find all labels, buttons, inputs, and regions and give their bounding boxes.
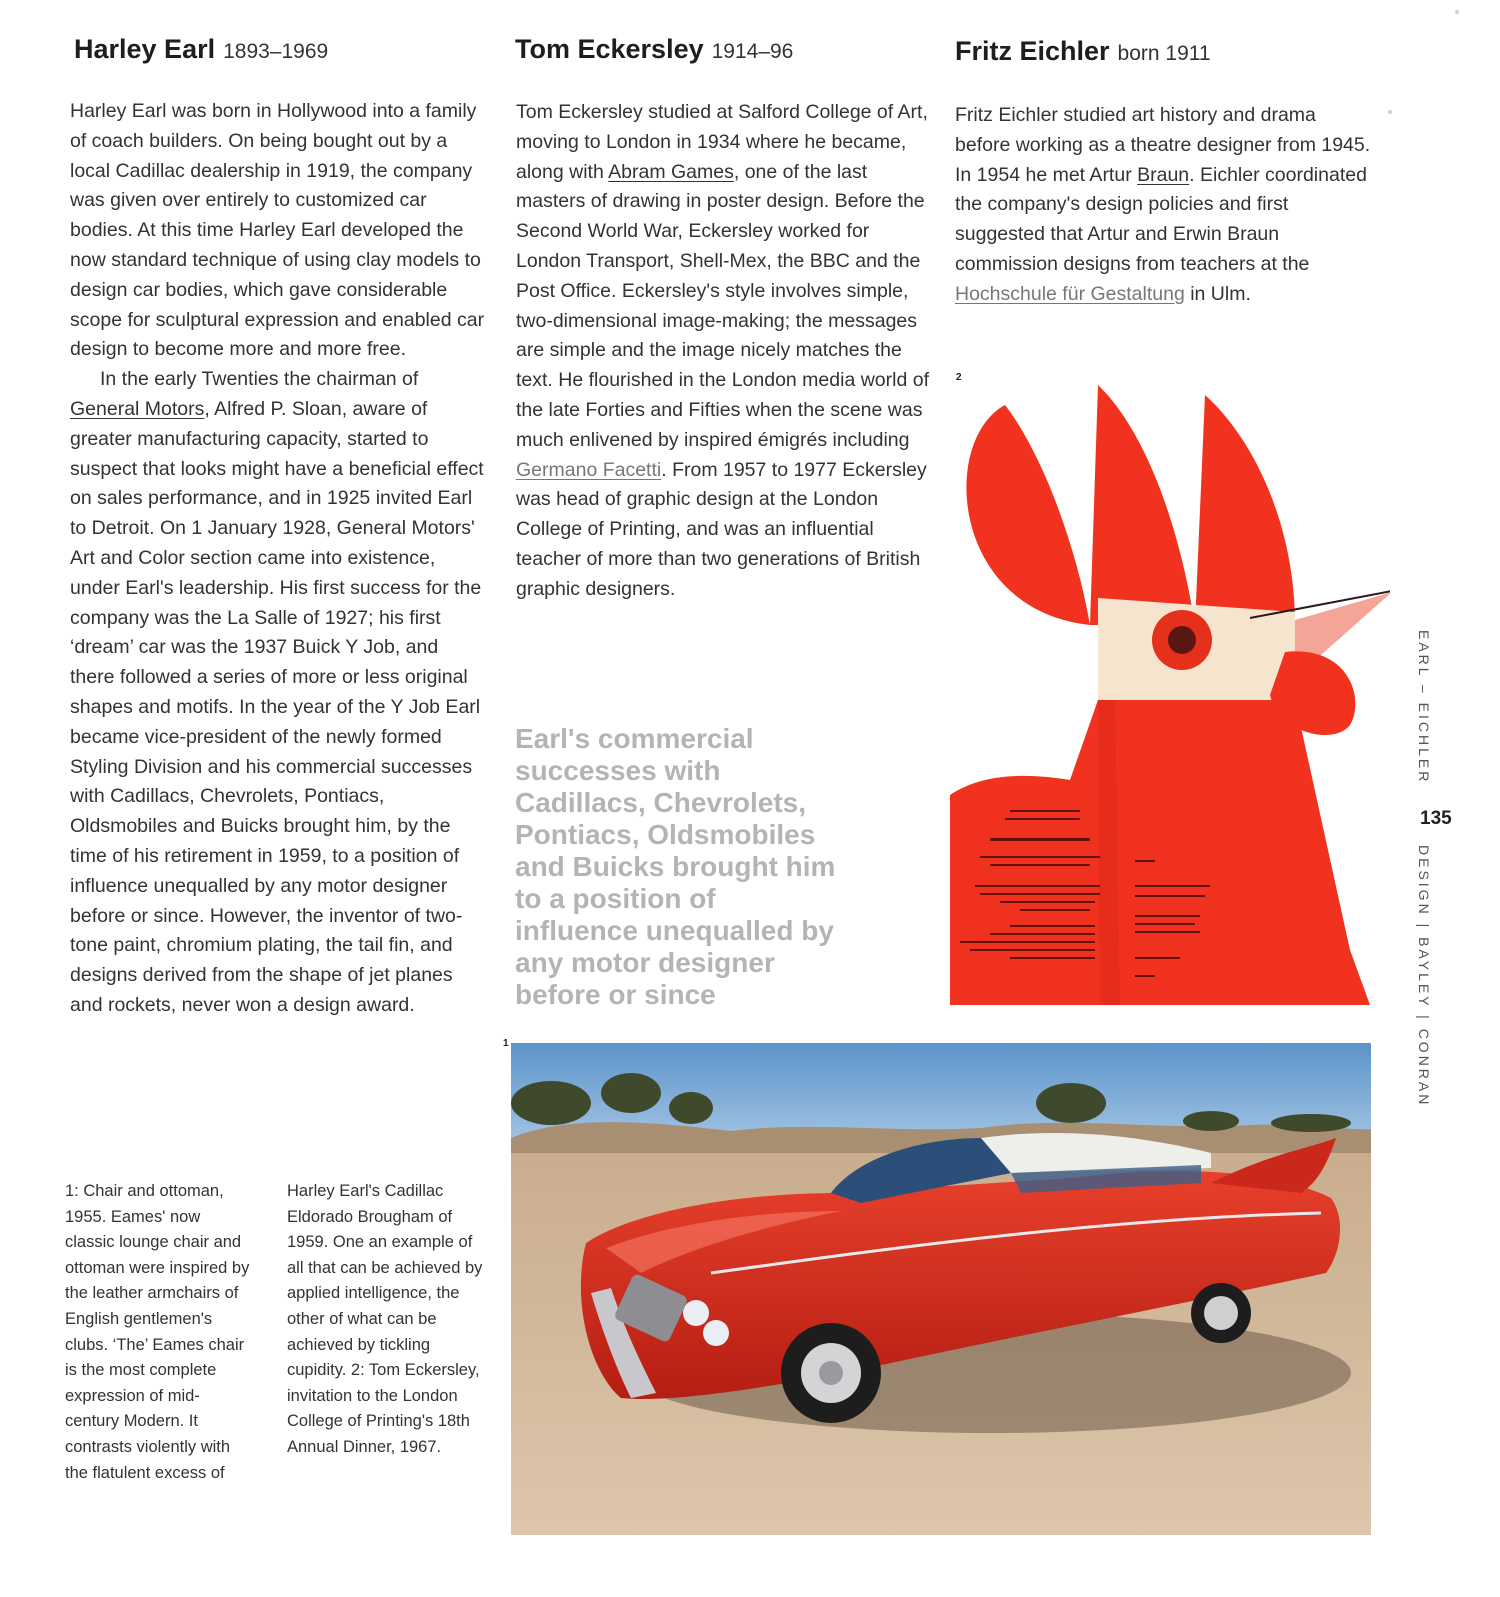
cadillac-eldorado-photo (511, 1043, 1371, 1535)
text-run: Tom Eckersley studied at Salford College of Art, moving to London in 1934 where he became, along with (516, 101, 928, 183)
rooster-eye-pupil (1168, 626, 1196, 654)
entry-dates: 1914–96 (711, 40, 794, 63)
caption-column-1: 1: Chair and ottoman, 1955. Eames' now classic lounge chair and ottoman were inspired by the leather armchairs of English gentlemen's clubs. ‘The’ Eames chair is the most complete expression of mid-century Modern. It contrasts violently with the flatulent excess of (65, 1182, 250, 1482)
earl-body-text (70, 97, 488, 1021)
text-run: . Eichler coordinated the company's design policies and first suggested that Artur and Erwin Braun commission designs from teachers at the (955, 163, 1367, 275)
rooster-poster-illustration (950, 380, 1390, 1020)
car-front-wheel (781, 1323, 881, 1423)
entry-dates: born 1911 (1117, 42, 1211, 65)
entry-name: Fritz Eichler (955, 36, 1110, 66)
entry-name: Harley Earl (74, 34, 216, 64)
rooster-comb-middle (1090, 385, 1195, 625)
earl-paragraph-1: Harley Earl was born in Hollywood into a family of coach builders. On being bought out by a local Cadillac dealership in 1919, the company was given over entirely to customized car bodies. At this time Harley Earl developed the now standard technique of using clay models to design car bodies, which gave considerable scope for sculptural expression and enabled car design to become more and more free. (70, 100, 485, 361)
text-run: In the early Twenties the chairman of (100, 368, 419, 391)
link-germano-facetti[interactable]: Germano Facetti (516, 458, 662, 481)
eichler-paragraph (955, 101, 1375, 310)
figure-number-1: 1 (503, 1038, 509, 1049)
eckersley-paragraph (516, 98, 936, 605)
link-hochschule-fur-gestaltung[interactable]: Hochschule für Gestaltung (955, 282, 1185, 305)
entry-heading-earl (74, 34, 328, 65)
series-title: DESIGN | BAYLEY | CONRAN (1416, 845, 1432, 1108)
text-run: in Ulm. (1184, 282, 1251, 305)
rooster-body (950, 700, 1370, 1005)
entry-name: Tom Eckersley (515, 34, 704, 64)
text-run: . From 1957 to 1977 Eckersley was head of graphic design at the London College of Printing, and was an influential teacher of more than two generations of British graphic designers. (516, 458, 927, 600)
figure-number-2: 2 (956, 372, 962, 383)
text-run: , Alfred P. Sloan, aware of greater manufacturing capacity, started to suspect that looks might have a beneficial effect on sales performance, and in 1925 invited Earl to Detroit. On 1 January 1928, General Motors' Art and Color section came into existence, under Earl's leadership. His first success for the company was the La Salle of 1927; his first ‘dream’ car was the 1937 Buick Y Job, and there followed a series of more or less original shapes and motifs. In the year of the Y Job Earl became vice-president of the newly formed Styling Division and his commercial successes with Cadillacs, Chevrolets, Pontiacs, Oldsmobiles and Buicks brought him, by the time of his retirement in 1959, to a position of influence unequalled by any motor designer before or since. However, the inventor of two-tone paint, chromium plating, the tail fin, and designs derived from the shape of jet planes and rockets, never won a design award. (70, 397, 484, 1016)
text-run: Fritz Eichler studied art history and drama before working as a theatre designer from 1945. In 1954 he met Artur (955, 104, 1371, 186)
eckersley-body-text (516, 98, 936, 605)
text-run: , one of the last masters of drawing in poster design. Before the Second World War, Eckersley worked for London Transport, Shell-Mex, the BBC and the Post Office. Eckersley's style involves simple, two-dimensional image-making; the messages are simple and the image nicely matches the text. He flourished in the London media world of the late Forties and Fifties when the scene was much enlivened by inspired émigrés including (516, 160, 929, 451)
entry-heading-eckersley (515, 34, 793, 65)
link-general-motors[interactable]: General Motors (70, 397, 205, 420)
link-braun[interactable]: Braun (1137, 163, 1190, 186)
link-abram-games[interactable]: Abram Games (608, 160, 734, 183)
car-rear-wheel (1191, 1283, 1251, 1343)
rooster-comb-left (966, 405, 1090, 625)
running-head: EARL – EICHLER (1416, 630, 1432, 785)
page-number: 135 (1420, 808, 1452, 829)
scan-speck (1455, 10, 1459, 14)
caption-column-2: Harley Earl's Cadillac Eldorado Brougham of 1959. One an example of all that can be achieved by applied intelligence, the other of what can be achieved by tickling cupidity. 2: Tom Eckersley, invitation to the London College of Printing's 18th Annual Dinner, 1967. (287, 1182, 483, 1456)
pull-quote: Earl's commercial successes with Cadillacs, Chevrolets, Pontiacs, Oldsmobiles and Buicks brought him to a position of influence unequalled by any motor designer before or since (515, 723, 836, 1010)
entry-heading-eichler (955, 36, 1211, 67)
entry-dates: 1893–1969 (223, 40, 329, 63)
scan-speck (1388, 110, 1392, 114)
eichler-body-text (955, 101, 1375, 310)
earl-paragraph-2 (70, 365, 488, 1021)
rooster-comb-right (1195, 395, 1295, 625)
